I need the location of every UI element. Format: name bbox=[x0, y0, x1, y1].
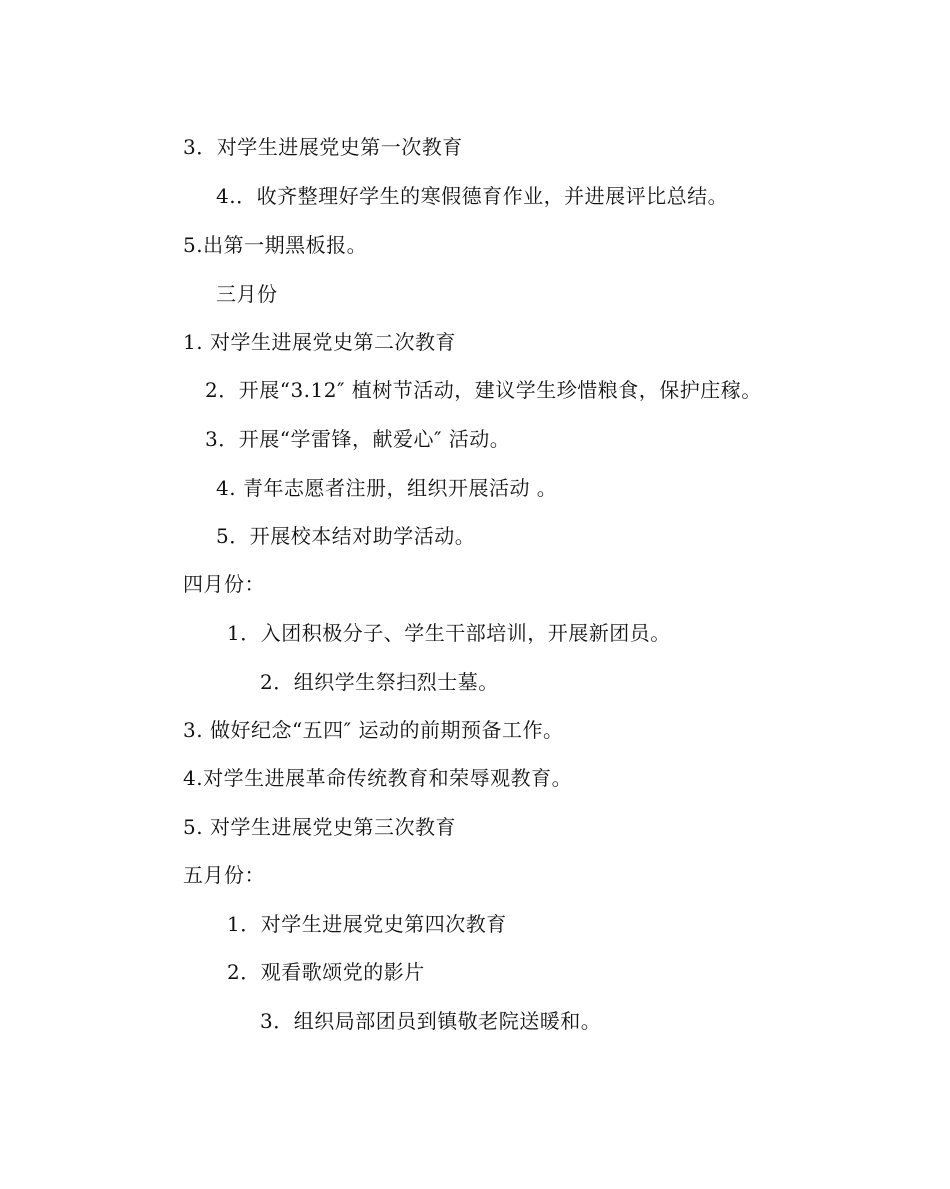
text-line: 5. 对学生进展党史第三次教育 bbox=[183, 815, 456, 839]
section-heading-may: 五月份： bbox=[183, 863, 265, 887]
text-line: 3. 做好纪念“五四″ 运动的前期预备工作。 bbox=[183, 718, 564, 742]
text-line: 4.．收齐整理好学生的寒假德育作业，并进展评比总结。 bbox=[216, 184, 729, 208]
text-line: 2．组织学生祭扫烈士墓。 bbox=[260, 670, 499, 694]
text-line: 1．对学生进展党史第四次教育 bbox=[227, 912, 507, 936]
text-line: 4. 青年志愿者注册，组织开展活动 。 bbox=[216, 476, 558, 500]
text-line: 3．对学生进展党史第一次教育 bbox=[183, 135, 463, 159]
text-line: 2．观看歌颂党的影片 bbox=[227, 960, 425, 984]
text-line: 1. 对学生进展党史第二次教育 bbox=[183, 330, 456, 354]
text-line: 4.对学生进展革命传统教育和荣辱观教育。 bbox=[183, 766, 573, 790]
section-heading-march: 三月份 bbox=[216, 282, 278, 306]
text-line: 3．开展“学雷锋，献爱心″ 活动。 bbox=[205, 427, 511, 451]
text-line: 1．入团积极分子、学生干部培训，开展新团员。 bbox=[227, 621, 671, 645]
text-line: 2．开展“3.12″ 植树节活动，建议学生珍惜粮食，保护庄稼。 bbox=[205, 378, 762, 402]
text-line: 5.出第一期黑板报。 bbox=[183, 233, 368, 257]
section-heading-april: 四月份： bbox=[183, 572, 265, 596]
text-line: 5．开展校本结对助学活动。 bbox=[216, 524, 476, 548]
text-line: 3．组织局部团员到镇敬老院送暖和。 bbox=[260, 1009, 602, 1033]
